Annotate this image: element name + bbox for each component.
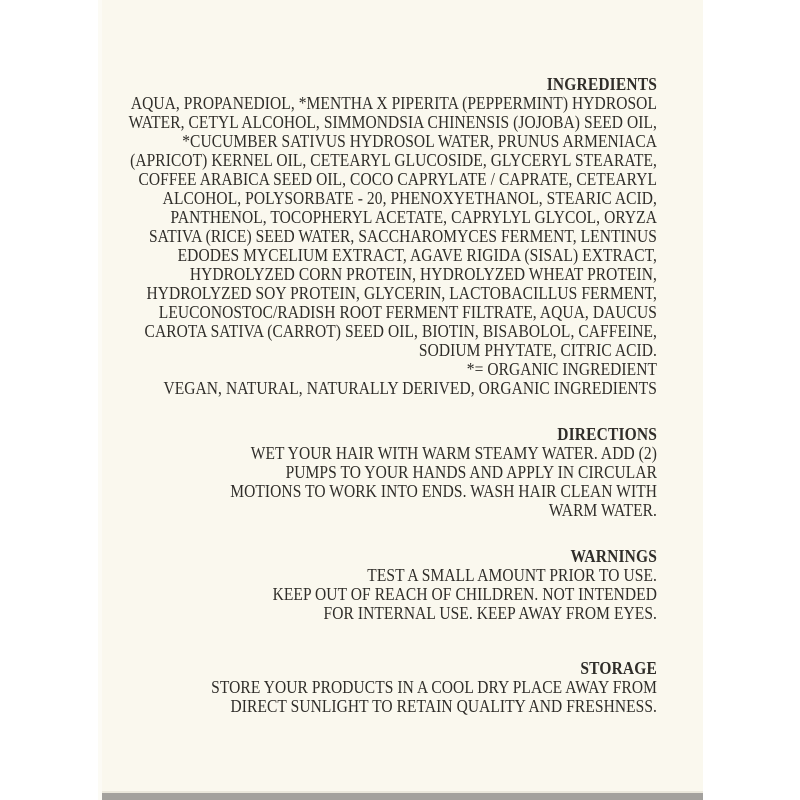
storage-title: STORAGE bbox=[580, 658, 657, 678]
ingredients-text-line: PANTHENOL, TOCOPHERYL ACETATE, CAPRYLYL GLYCOL, ORYZA bbox=[170, 207, 657, 227]
ingredients-text-line: SODIUM PHYTATE, CITRIC ACID. bbox=[418, 340, 657, 360]
ingredients-text-line: *CUCUMBER SATIVUS HYDROSOL WATER, PRUNUS ARMENIACA bbox=[182, 131, 657, 151]
storage-text-line: STORE YOUR PRODUCTS IN A COOL DRY PLACE AWAY FROM bbox=[211, 677, 658, 697]
ingredients-text-line: ALCOHOL, POLYSORBATE - 20, PHENOXYETHANOL, STEARIC ACID, bbox=[162, 188, 657, 208]
label-panel bbox=[98, 0, 703, 800]
ingredients-lines bbox=[107, 94, 657, 398]
directions-text-line: PUMPS TO YOUR HANDS AND APPLY IN CIRCULAR bbox=[285, 462, 657, 482]
directions-text-line: WARM WATER. bbox=[548, 500, 657, 520]
ingredients-text-line: COFFEE ARABICA SEED OIL, COCO CAPRYLATE / CAPRATE, CETEARYL bbox=[138, 169, 658, 189]
ingredients-text-line: HYDROLYZED SOY PROTEIN, GLYCERIN, LACTOBACILLUS FERMENT, bbox=[146, 283, 657, 303]
warnings-title: WARNINGS bbox=[570, 546, 657, 566]
ingredients-text-line: *= ORGANIC INGREDIENT bbox=[466, 359, 657, 379]
section-directions bbox=[107, 425, 657, 520]
directions-lines bbox=[107, 444, 657, 520]
ingredients-text-line: HYDROLYZED CORN PROTEIN, HYDROLYZED WHEAT PROTEIN, bbox=[189, 264, 657, 284]
section-warnings bbox=[107, 547, 657, 623]
ingredients-text-line: VEGAN, NATURAL, NATURALLY DERIVED, ORGANIC INGREDIENTS bbox=[163, 378, 657, 398]
label-content bbox=[107, 75, 657, 716]
warnings-text-line: TEST A SMALL AMOUNT PRIOR TO USE. bbox=[367, 565, 657, 585]
ingredients-text-line: LEUCONOSTOC/RADISH ROOT FERMENT FILTRATE, AQUA, DAUCUS bbox=[158, 302, 657, 322]
ingredients-title: INGREDIENTS bbox=[546, 74, 657, 94]
ingredients-text-line: CAROTA SATIVA (CARROT) SEED OIL, BIOTIN, BISABOLOL, CAFFEINE, bbox=[144, 321, 657, 341]
ingredients-text-line: EDODES MYCELIUM EXTRACT, AGAVE RIGIDA (SISAL) EXTRACT, bbox=[177, 245, 657, 265]
warnings-lines bbox=[107, 566, 657, 623]
ingredients-text-line: (APRICOT) KERNEL OIL, CETEARYL GLUCOSIDE, GLYCERYL STEARATE, bbox=[130, 150, 657, 170]
ingredients-text-line: WATER, CETYL ALCOHOL, SIMMONDSIA CHINENSIS (JOJOBA) SEED OIL, bbox=[128, 112, 657, 132]
directions-text-line: MOTIONS TO WORK INTO ENDS. WASH HAIR CLEAN WITH bbox=[230, 481, 657, 501]
ingredients-text-line: SATIVA (RICE) SEED WATER, SACCHAROMYCES FERMENT, LENTINUS bbox=[148, 226, 658, 246]
storage-text-line: DIRECT SUNLIGHT TO RETAIN QUALITY AND FRESHNESS. bbox=[230, 696, 657, 716]
directions-title: DIRECTIONS bbox=[557, 424, 657, 444]
storage-lines bbox=[107, 678, 657, 716]
directions-text-line: WET YOUR HAIR WITH WARM STEAMY WATER. ADD (2) bbox=[250, 443, 657, 463]
ingredients-text-line: AQUA, PROPANEDIOL, *MENTHA X PIPERITA (PEPPERMINT) HYDROSOL bbox=[130, 93, 658, 113]
section-ingredients bbox=[107, 75, 657, 398]
warnings-text-line: FOR INTERNAL USE. KEEP AWAY FROM EYES. bbox=[323, 603, 657, 623]
warnings-text-line: KEEP OUT OF REACH OF CHILDREN. NOT INTENDED bbox=[272, 584, 657, 604]
section-storage bbox=[107, 659, 657, 716]
bottom-gray-bar bbox=[102, 793, 703, 800]
